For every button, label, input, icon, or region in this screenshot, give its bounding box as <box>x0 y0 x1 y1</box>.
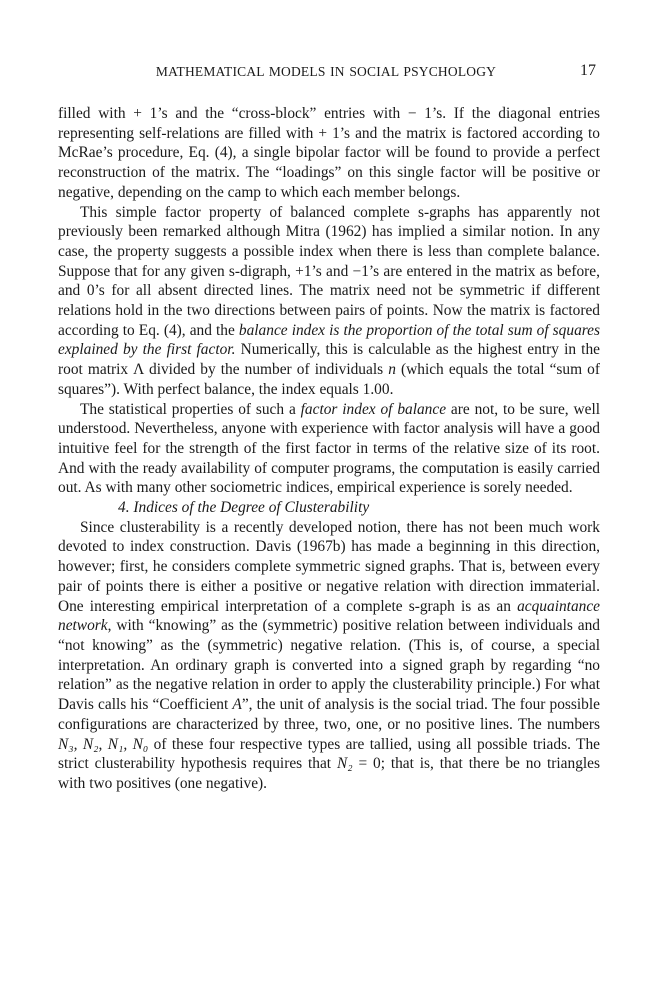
running-head: MATHEMATICAL MODELS IN SOCIAL PSYCHOLOGY <box>155 64 497 79</box>
text-run: The statistical properties of such a <box>80 400 301 418</box>
text-run: of these four respective types are tallied, using all possible triads. The strict clusterability hypothesis requires that <box>58 735 600 773</box>
text-run: This simple factor property of balanced complete s-graphs has apparently not previously been remarked although Mitra (1962) has implied a similar notion. In any case, the property suggests a possible index when there is less than complete balance. Suppose that for any given s-digraph, +1’s and −1’s are entered in the matrix as before, and 0’s for all absent directed lines. The matrix need not be symmetric if different relations hold in the two directions between pairs of points. Now the matrix is factored according to Eq. (4), and the <box>58 203 600 339</box>
paragraph <box>58 104 600 203</box>
italic-text: balance index is the proportion of the total sum of squares explained by the first factor. <box>58 321 600 359</box>
paragraphs-after <box>58 518 600 794</box>
page-number: 17 <box>580 62 596 79</box>
italic-text: acquaintance network <box>58 597 600 635</box>
text-run: are not, to be sure, well understood. Nevertheless, anyone with experience with factor analysis will have a good intuitive feel for the strength of the first factor in terms of the relative size of its root. And with the ready availability of computer programs, the computation is easily carried out. As with many other sociometric indices, empirical experience is sorely needed. <box>58 400 601 497</box>
section-heading: 4. Indices of the Degree of Clusterability <box>118 499 370 517</box>
italic-text: N₂ <box>336 755 353 773</box>
italic-text: factor index of balance <box>300 400 447 418</box>
page-header <box>56 64 596 86</box>
text-run: Since clusterability is a recently developed notion, there has not been much work devoted to index construction. Davis (1967b) has made a beginning in this direction, however; first, he considers complete symmetric signed graphs. That is, between every pair of points there is either a positive or negative relation with direction immaterial. One interesting empirical interpretation of a complete s-graph is as an <box>58 518 600 615</box>
text-run: , with “knowing” as the (symmetric) positive relation between individuals and “not knowing” as the (symmetric) negative relation. (This is, of course, a special interpretation. An ordinary graph is converted into a signed graph by regarding “no relation” as the negative relation in order to apply the clusterability principle.) For what Davis calls his “Coefficient <box>58 617 600 714</box>
text-run: (which equals the total “sum of squares”). With perfect balance, the index equals 1.00. <box>58 361 601 398</box>
italic-text: N₃, N₂, N₁, N₀ <box>58 735 149 753</box>
text-run: ”, the unit of analysis is the social triad. The four possible configurations are characterized by three, two, one, or no positive lines. The numbers <box>58 696 600 733</box>
paragraphs-before <box>58 104 600 498</box>
paragraph <box>58 203 600 400</box>
paragraph <box>58 400 600 499</box>
text-run: = 0; that is, that there be no triangles with two positives (one negative). <box>58 755 600 792</box>
italic-text: n <box>388 361 396 379</box>
paragraph <box>58 518 600 794</box>
text-run: filled with + 1’s and the “cross-block” entries with − 1’s. If the diagonal entries representing self-relations are filled with + 1’s and the matrix is factored according to McRae’s procedure, Eq. (4), a single bipolar factor will be found to provide a perfect reconstruction of the matrix. The “loadings” on this single factor will be positive or negative, depending on the camp to which each member belongs. <box>58 105 600 201</box>
text-run: Numerically, this is calculable as the highest entry in the root matrix Λ divided by the number of individuals <box>58 341 600 379</box>
italic-text: A <box>232 696 242 714</box>
body-text <box>58 104 600 794</box>
